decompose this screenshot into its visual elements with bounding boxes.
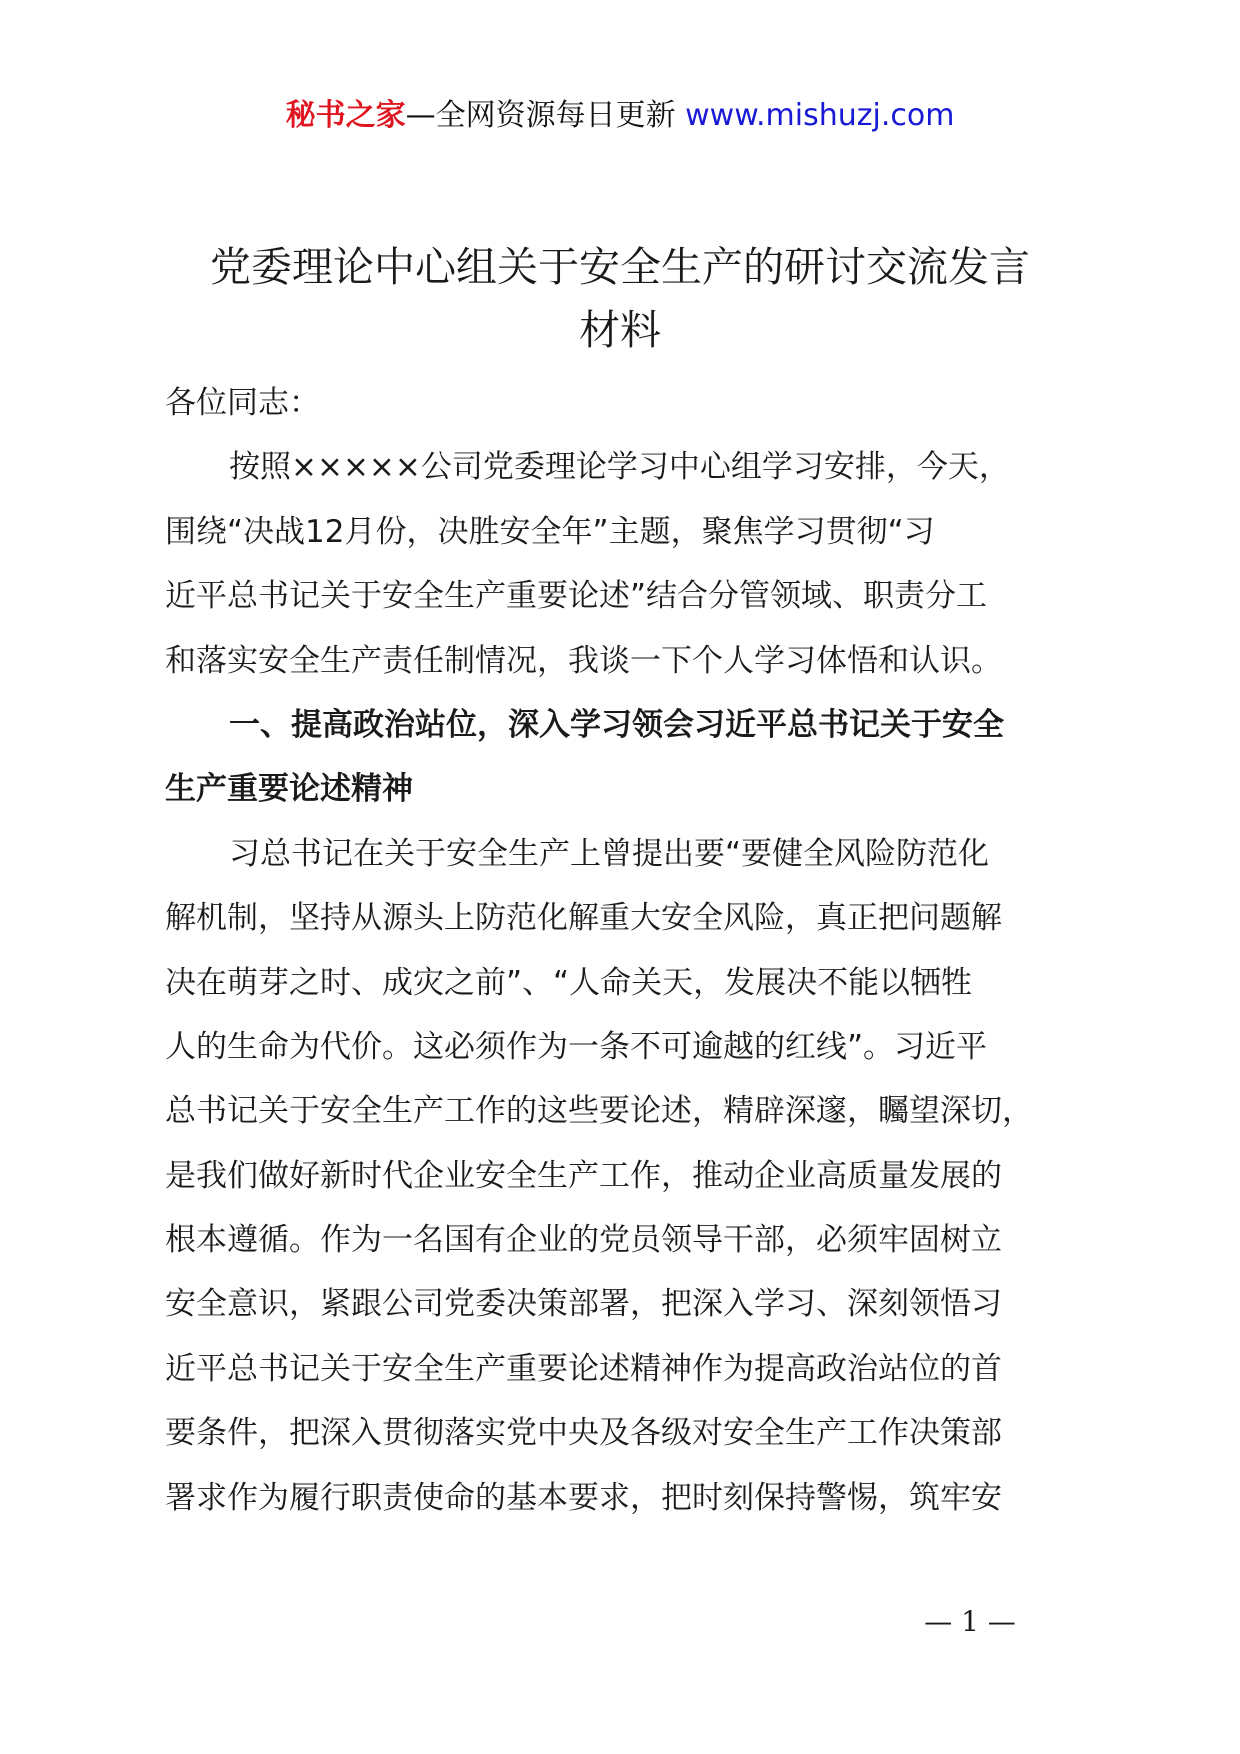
title-line-1: 党委理论中心组关于安全生产的研讨交流发言 xyxy=(210,243,1030,291)
section-heading-line: 生产重要论述精神 xyxy=(165,771,413,808)
site-url-link[interactable]: www.mishuzj.com xyxy=(685,98,955,133)
page-number: — 1 — xyxy=(924,1605,1016,1638)
document-body xyxy=(165,371,1085,1530)
body-line: 习总书记在关于安全生产上曾提出要“要健全风险防范化 xyxy=(229,835,990,872)
body-line: 是我们做好新时代企业安全生产工作，推动企业高质量发展的 xyxy=(165,1157,1002,1194)
body-line: 总书记关于安全生产工作的这些要论述，精辟深邃，矚望深切， xyxy=(165,1093,1033,1130)
body-line: 安全意识，紧跟公司党委决策部署，把深入学习、深刻领悟习 xyxy=(165,1286,1002,1323)
body-line: 人的生命为代价。这必须作为一条不可逾越的红线”。习近平 xyxy=(165,1028,988,1065)
section-heading-line: 一、提高政治站位，深入学习领会习近平总书记关于安全 xyxy=(229,706,1004,743)
site-header-banner xyxy=(0,96,1240,136)
body-line: 和落实安全生产责任制情况，我谈一下个人学习体悟和认识。 xyxy=(165,642,1002,679)
body-line: 近平总书记关于安全生产重要论述”结合分管领域、职责分工 xyxy=(165,578,988,615)
body-line: 署求作为履行职责使命的基本要求，把时刻保持警惕，筑牢安 xyxy=(165,1479,1002,1516)
salutation: 各位同志： xyxy=(165,385,320,421)
body-line: 围绕“决战12月份，决胜安全年”主题，聚焦学习贯彻“习 xyxy=(165,513,935,550)
body-line: 根本遵循。作为一名国有企业的党员领导干部，必须牢固树立 xyxy=(165,1222,1002,1259)
title-line-2: 材料 xyxy=(579,306,661,354)
body-line: 决在萌芽之时、成灾之前”、“人命关天，发展决不能以牺牲 xyxy=(165,964,973,1001)
header-tagline: —全网资源每日更新 xyxy=(405,98,676,133)
body-line: 近平总书记关于安全生产重要论述精神作为提高政治站位的首 xyxy=(165,1350,1002,1387)
document-title xyxy=(120,236,1120,362)
body-line: 要条件，把深入贯彻落实党中央及各级对安全生产工作决策部 xyxy=(165,1415,1002,1452)
body-line: 按照×××××公司党委理论学习中心组学习安排，今天， xyxy=(229,449,1010,486)
brand-name: 秘书之家 xyxy=(285,98,406,133)
body-line: 解机制，坚持从源头上防范化解重大安全风险，真正把问题解 xyxy=(165,900,1002,937)
